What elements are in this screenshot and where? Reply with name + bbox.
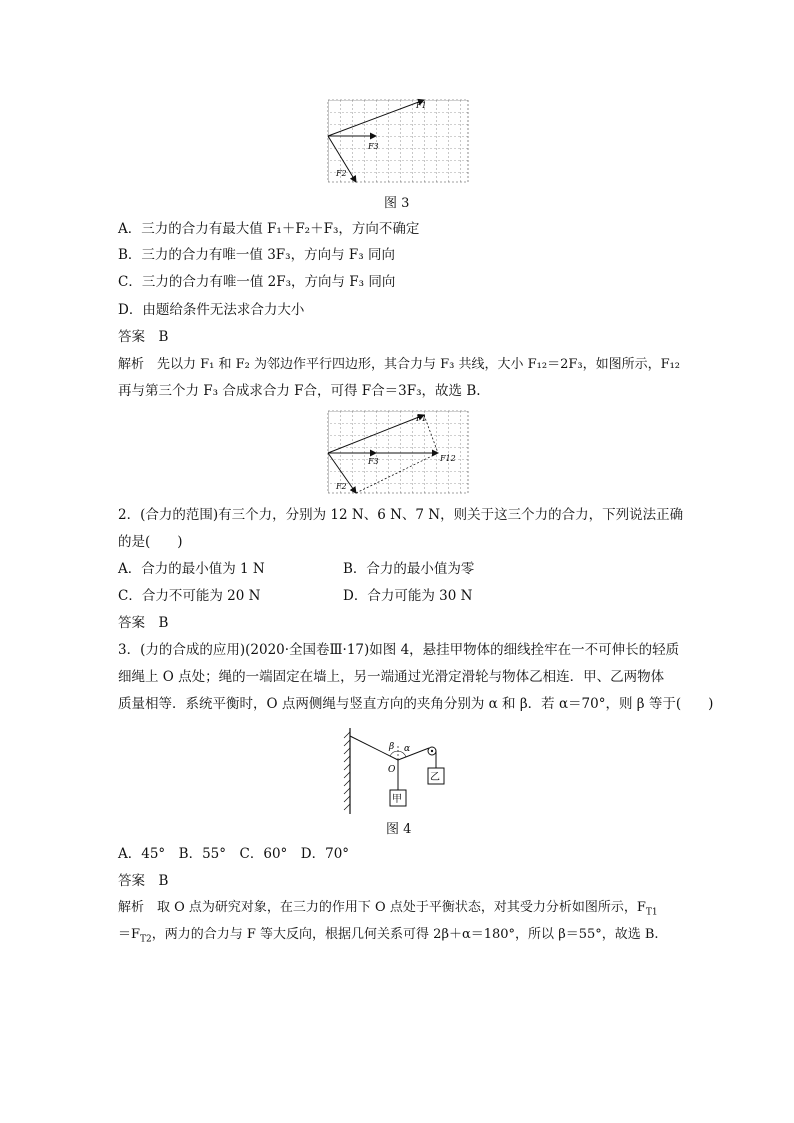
- q1-analysis-line-2: 再与第三个力 F₃ 合成求合力 F合，可得 F合＝3F₃，故选 B.: [118, 383, 481, 399]
- q3-analysis-line-1: 解析 取 O 点为研究对象，在三力的作用下 O 点处于平衡状态，对其受力分析如图所示，$F_{T1}$: [118, 900, 658, 918]
- svg-text:F1: F1: [416, 414, 427, 423]
- f3-label: F3: [368, 142, 379, 151]
- figure-3: [326, 98, 470, 184]
- yi-label: 乙: [430, 772, 440, 783]
- f1-label: F1: [416, 101, 427, 110]
- q2-stem-line-1: 2．(合力的范围)有三个力，分别为 12 N、6 N、7 N，则关于这三个力的合力，下列说法正确: [118, 507, 684, 523]
- beta-label: β: [389, 742, 395, 752]
- svg-text:F2: F2: [336, 482, 347, 491]
- q1-option-c: C．三力的合力有唯一值 2F₃，方向与 F₃ 同向: [118, 274, 396, 290]
- q2-option-d: D．合力可能为 30 N: [343, 588, 473, 604]
- f2-label: F2: [336, 169, 347, 178]
- figure-3-caption: 图 3: [384, 196, 410, 211]
- figure-4-caption: 图 4: [386, 822, 412, 837]
- alpha-label: α: [404, 744, 411, 754]
- q3-analysis-line-2: $=F_{T2}$，两力的合力与 F 等大反向，根据几何关系可得 2β＋α＝180°，所以 β＝55°，故选 B.: [118, 927, 659, 945]
- q1-option-d: D．由题给条件无法求合力大小: [118, 302, 305, 318]
- svg-text:F12: F12: [440, 454, 456, 463]
- q2-option-c: C．合力不可能为 20 N: [118, 588, 261, 604]
- q3-stem-line-2: 细绳上 O 点处；绳的一端固定在墙上，另一端通过光滑定滑轮与物体乙相连．甲、乙两物体: [118, 669, 665, 685]
- q3-answer: 答案 B: [118, 873, 169, 889]
- solution-figure: [326, 409, 470, 495]
- q1-analysis-line-1: 解析 先以力 F₁ 和 F₂ 为邻边作平行四边形，其合力与 F₃ 共线，大小 F₁₂＝2F₃，如图所示，F₁₂: [118, 357, 681, 372]
- q3-stem-line-1: 3．(力的合成的应用)(2020·全国卷Ⅲ·17)如图 4，悬挂甲物体的细线拴牢在一不可伸长的轻质: [118, 642, 680, 658]
- q1-answer: 答案 B: [118, 329, 169, 345]
- q3-stem-line-3: 质量相等．系统平衡时，O 点两侧绳与竖直方向的夹角分别为 α 和 β．若 α＝70°，则 β 等于( ): [118, 696, 714, 712]
- figure-4: [340, 724, 460, 816]
- point-o-label: O: [388, 765, 396, 775]
- q2-option-b: B．合力的最小值为零: [343, 561, 475, 577]
- q2-answer: 答案 B: [118, 615, 169, 631]
- jia-label: 甲: [392, 794, 402, 805]
- q3-options: A．45° B．55° C．60° D．70°: [118, 846, 350, 862]
- q2-option-a: A．合力的最小值为 1 N: [118, 561, 265, 577]
- q2-stem-line-2: 的是( ): [118, 534, 183, 550]
- q1-option-b: B．三力的合力有唯一值 3F₃，方向与 F₃ 同向: [118, 247, 395, 263]
- svg-text:F3: F3: [368, 457, 379, 466]
- q1-option-a: A．三力的合力有最大值 F₁＋F₂＋F₃，方向不确定: [118, 221, 420, 237]
